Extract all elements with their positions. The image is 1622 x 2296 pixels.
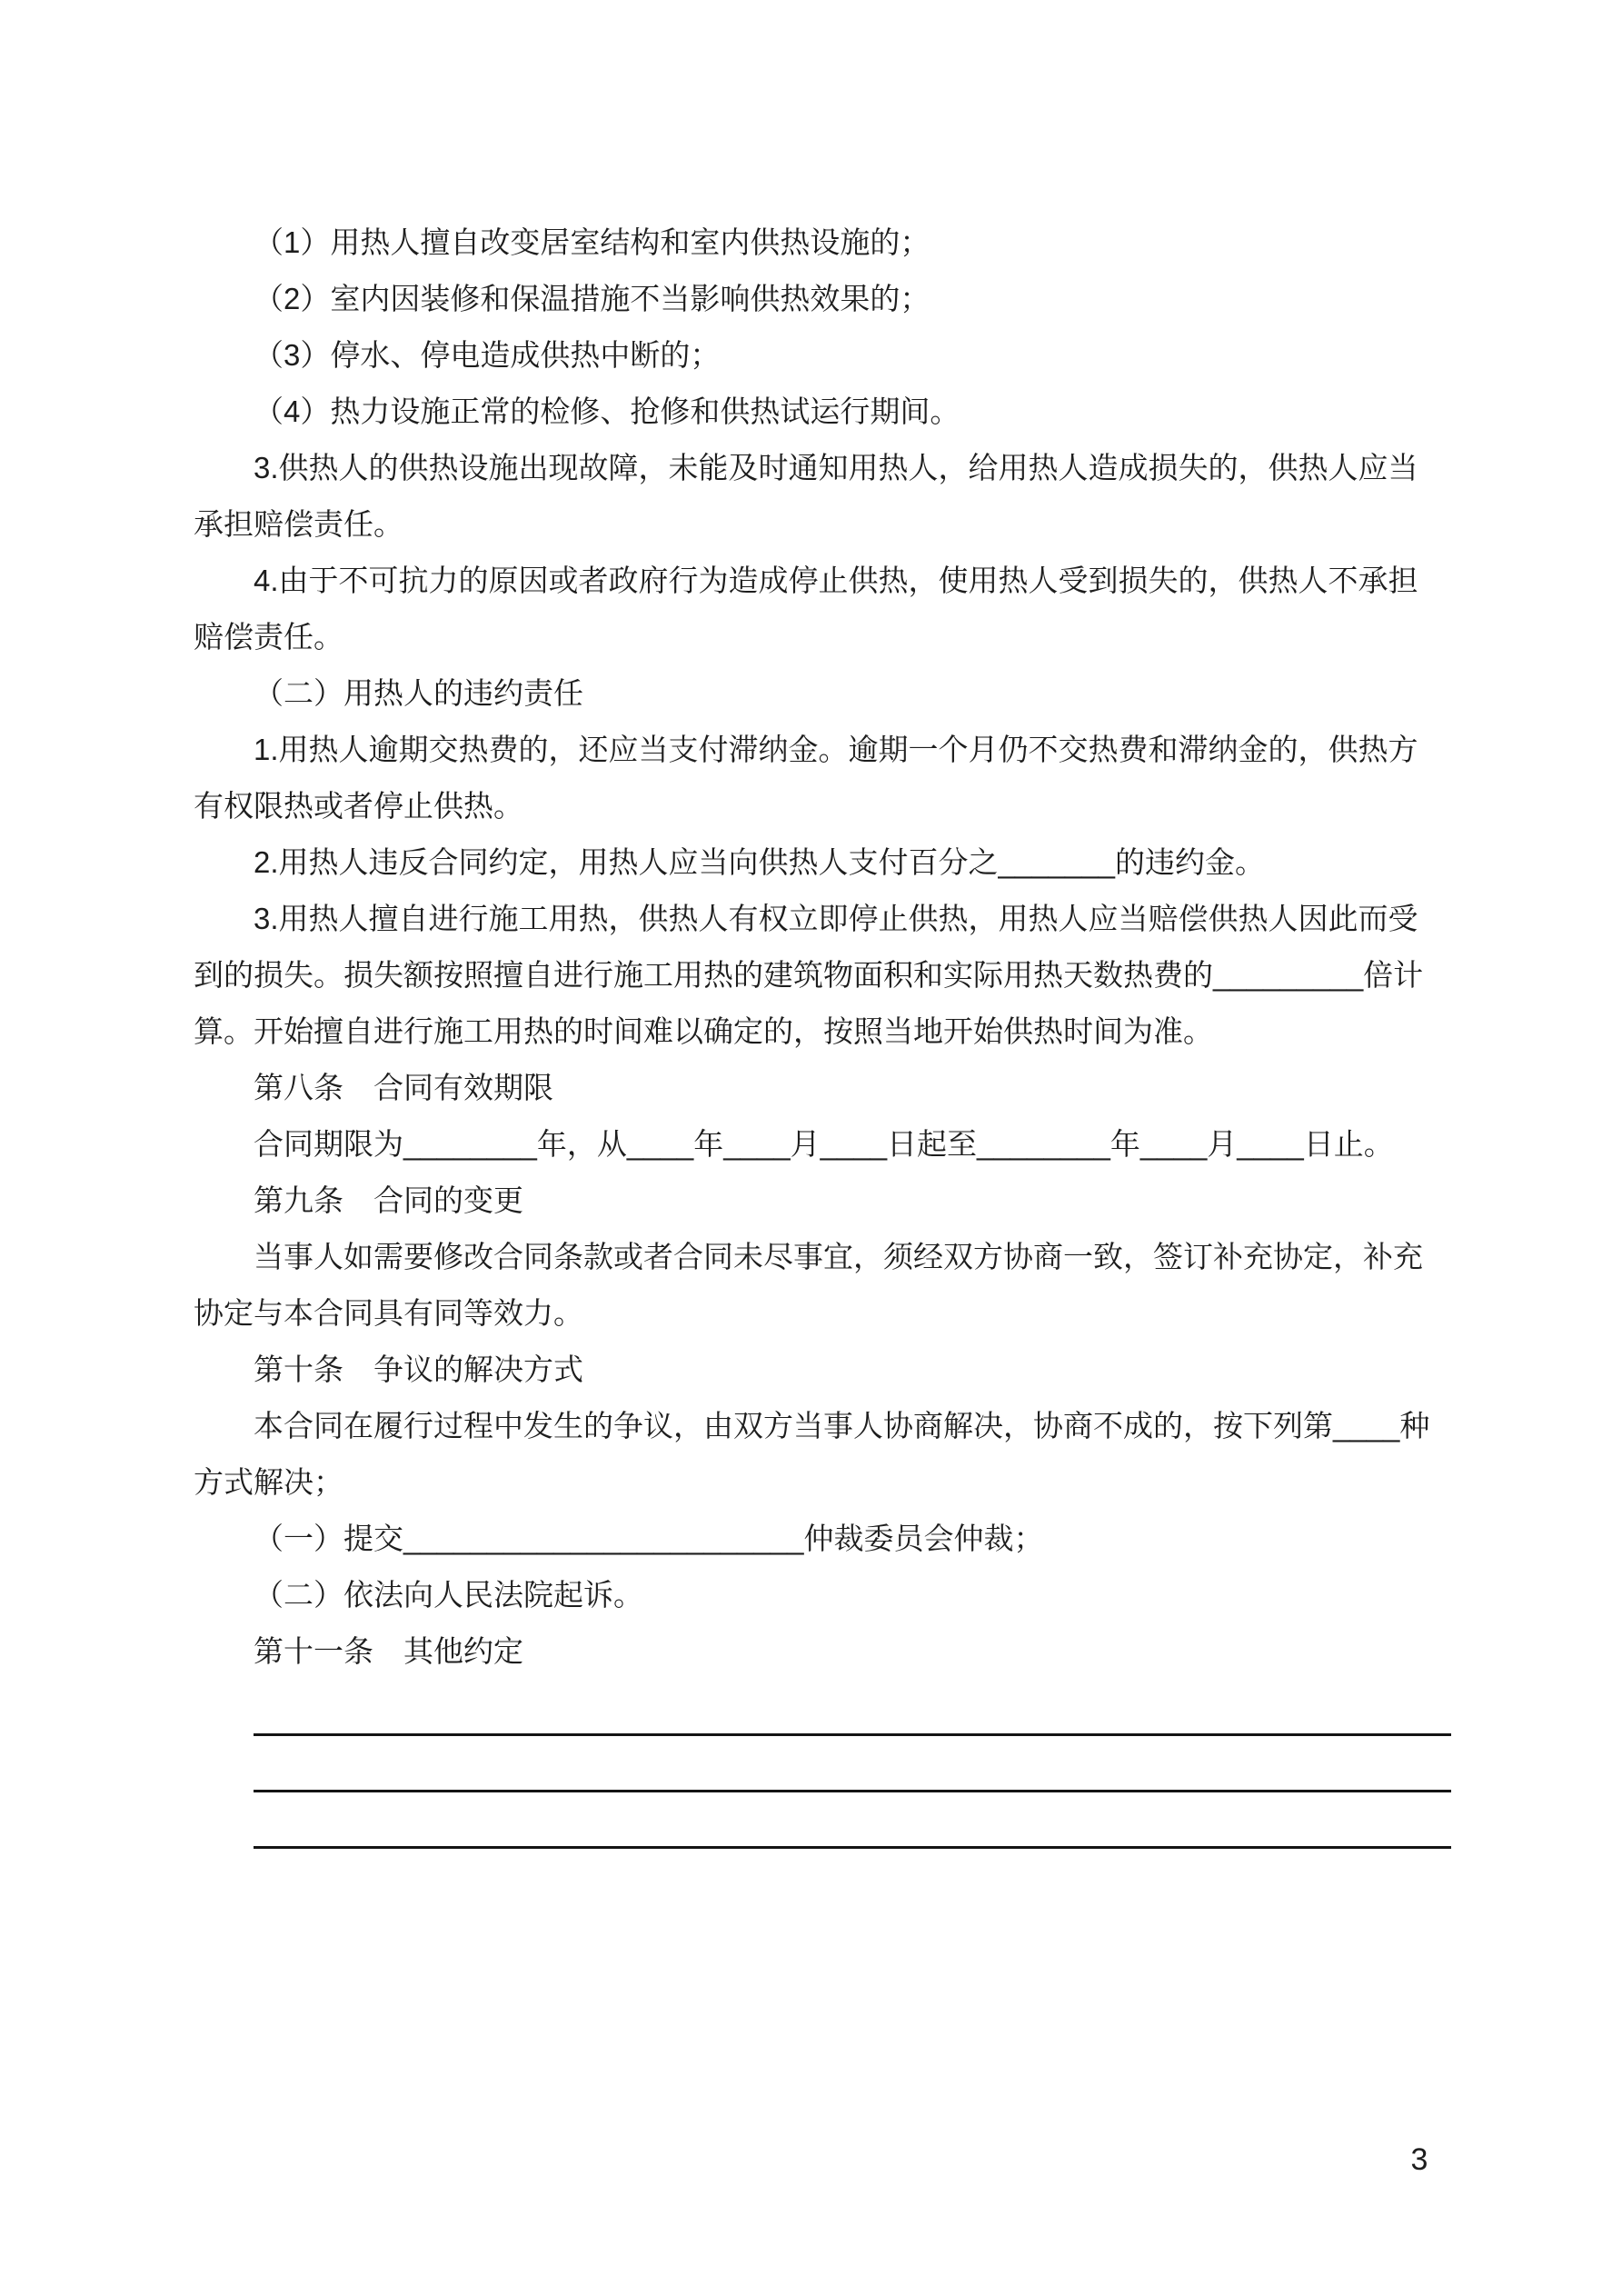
- blank-write-line: [254, 1792, 1451, 1849]
- article-heading: 第九条 合同的变更: [254, 1183, 523, 1217]
- contract-line: 合同期限为________年，从____年____月____日起至________年____月____日止。: [254, 1127, 1394, 1161]
- contract-line: （2）室内因装修和保温措施不当影响供热效果的；: [254, 282, 930, 315]
- contract-line: 方式解决；: [194, 1465, 343, 1499]
- contract-body: [194, 215, 1451, 1849]
- contract-line: 3.供热人的供热设施出现故障，未能及时通知用热人，给用热人造成损失的，供热人应当: [254, 451, 1418, 484]
- contract-line: 2.用热人违反合同约定，用热人应当向供热人支付百分之_______的违约金。: [254, 845, 1265, 879]
- contract-line: 到的损失。损失额按照擅自进行施工用热的建筑物面积和实际用热天数热费的_________倍计: [194, 958, 1424, 992]
- contract-line: （二）用热人的违约责任: [254, 676, 583, 710]
- contract-line: 本合同在履行过程中发生的争议，由双方当事人协商解决，协商不成的，按下列第____种: [254, 1409, 1430, 1442]
- contract-line: 有权限热或者停止供热。: [194, 789, 523, 823]
- contract-line: 承担赔偿责任。: [194, 507, 403, 541]
- contract-line: （二）依法向人民法院起诉。: [254, 1578, 643, 1612]
- article-heading: 第十条 争议的解决方式: [254, 1353, 583, 1386]
- contract-line: 赔偿责任。: [194, 620, 343, 654]
- contract-line: 当事人如需要修改合同条款或者合同未尽事宜，须经双方协商一致，签订补充协定，补充: [254, 1240, 1423, 1273]
- contract-line: 4.由于不可抗力的原因或者政府行为造成停止供热，使用热人受到损失的，供热人不承担: [254, 564, 1418, 597]
- page-number: 3: [1410, 2142, 1428, 2177]
- contract-line: （一）提交________________________仲裁委员会仲裁；: [254, 1522, 1044, 1555]
- contract-line: 1.用热人逾期交热费的，还应当支付滞纳金。逾期一个月仍不交热费和滞纳金的，供热方: [254, 733, 1418, 766]
- contract-line: （3）停水、停电造成供热中断的；: [254, 338, 721, 372]
- contract-line: 3.用热人擅自进行施工用热，供热人有权立即停止供热，用热人应当赔偿供热人因此而受: [254, 902, 1418, 935]
- contract-line: （4）热力设施正常的检修、抢修和供热试运行期间。: [254, 394, 960, 428]
- article-heading: 第十一条 其他约定: [254, 1634, 523, 1668]
- contract-line: 算。开始擅自进行施工用热的时间难以确定的，按照当地开始供热时间为准。: [194, 1014, 1213, 1048]
- article-heading: 第八条 合同有效期限: [254, 1071, 553, 1104]
- contract-line: 协定与本合同具有同等效力。: [194, 1296, 583, 1330]
- blank-write-line: [254, 1736, 1451, 1792]
- blank-write-line: [254, 1680, 1451, 1736]
- contract-line: （1）用热人擅自改变居室结构和室内供热设施的；: [254, 225, 930, 259]
